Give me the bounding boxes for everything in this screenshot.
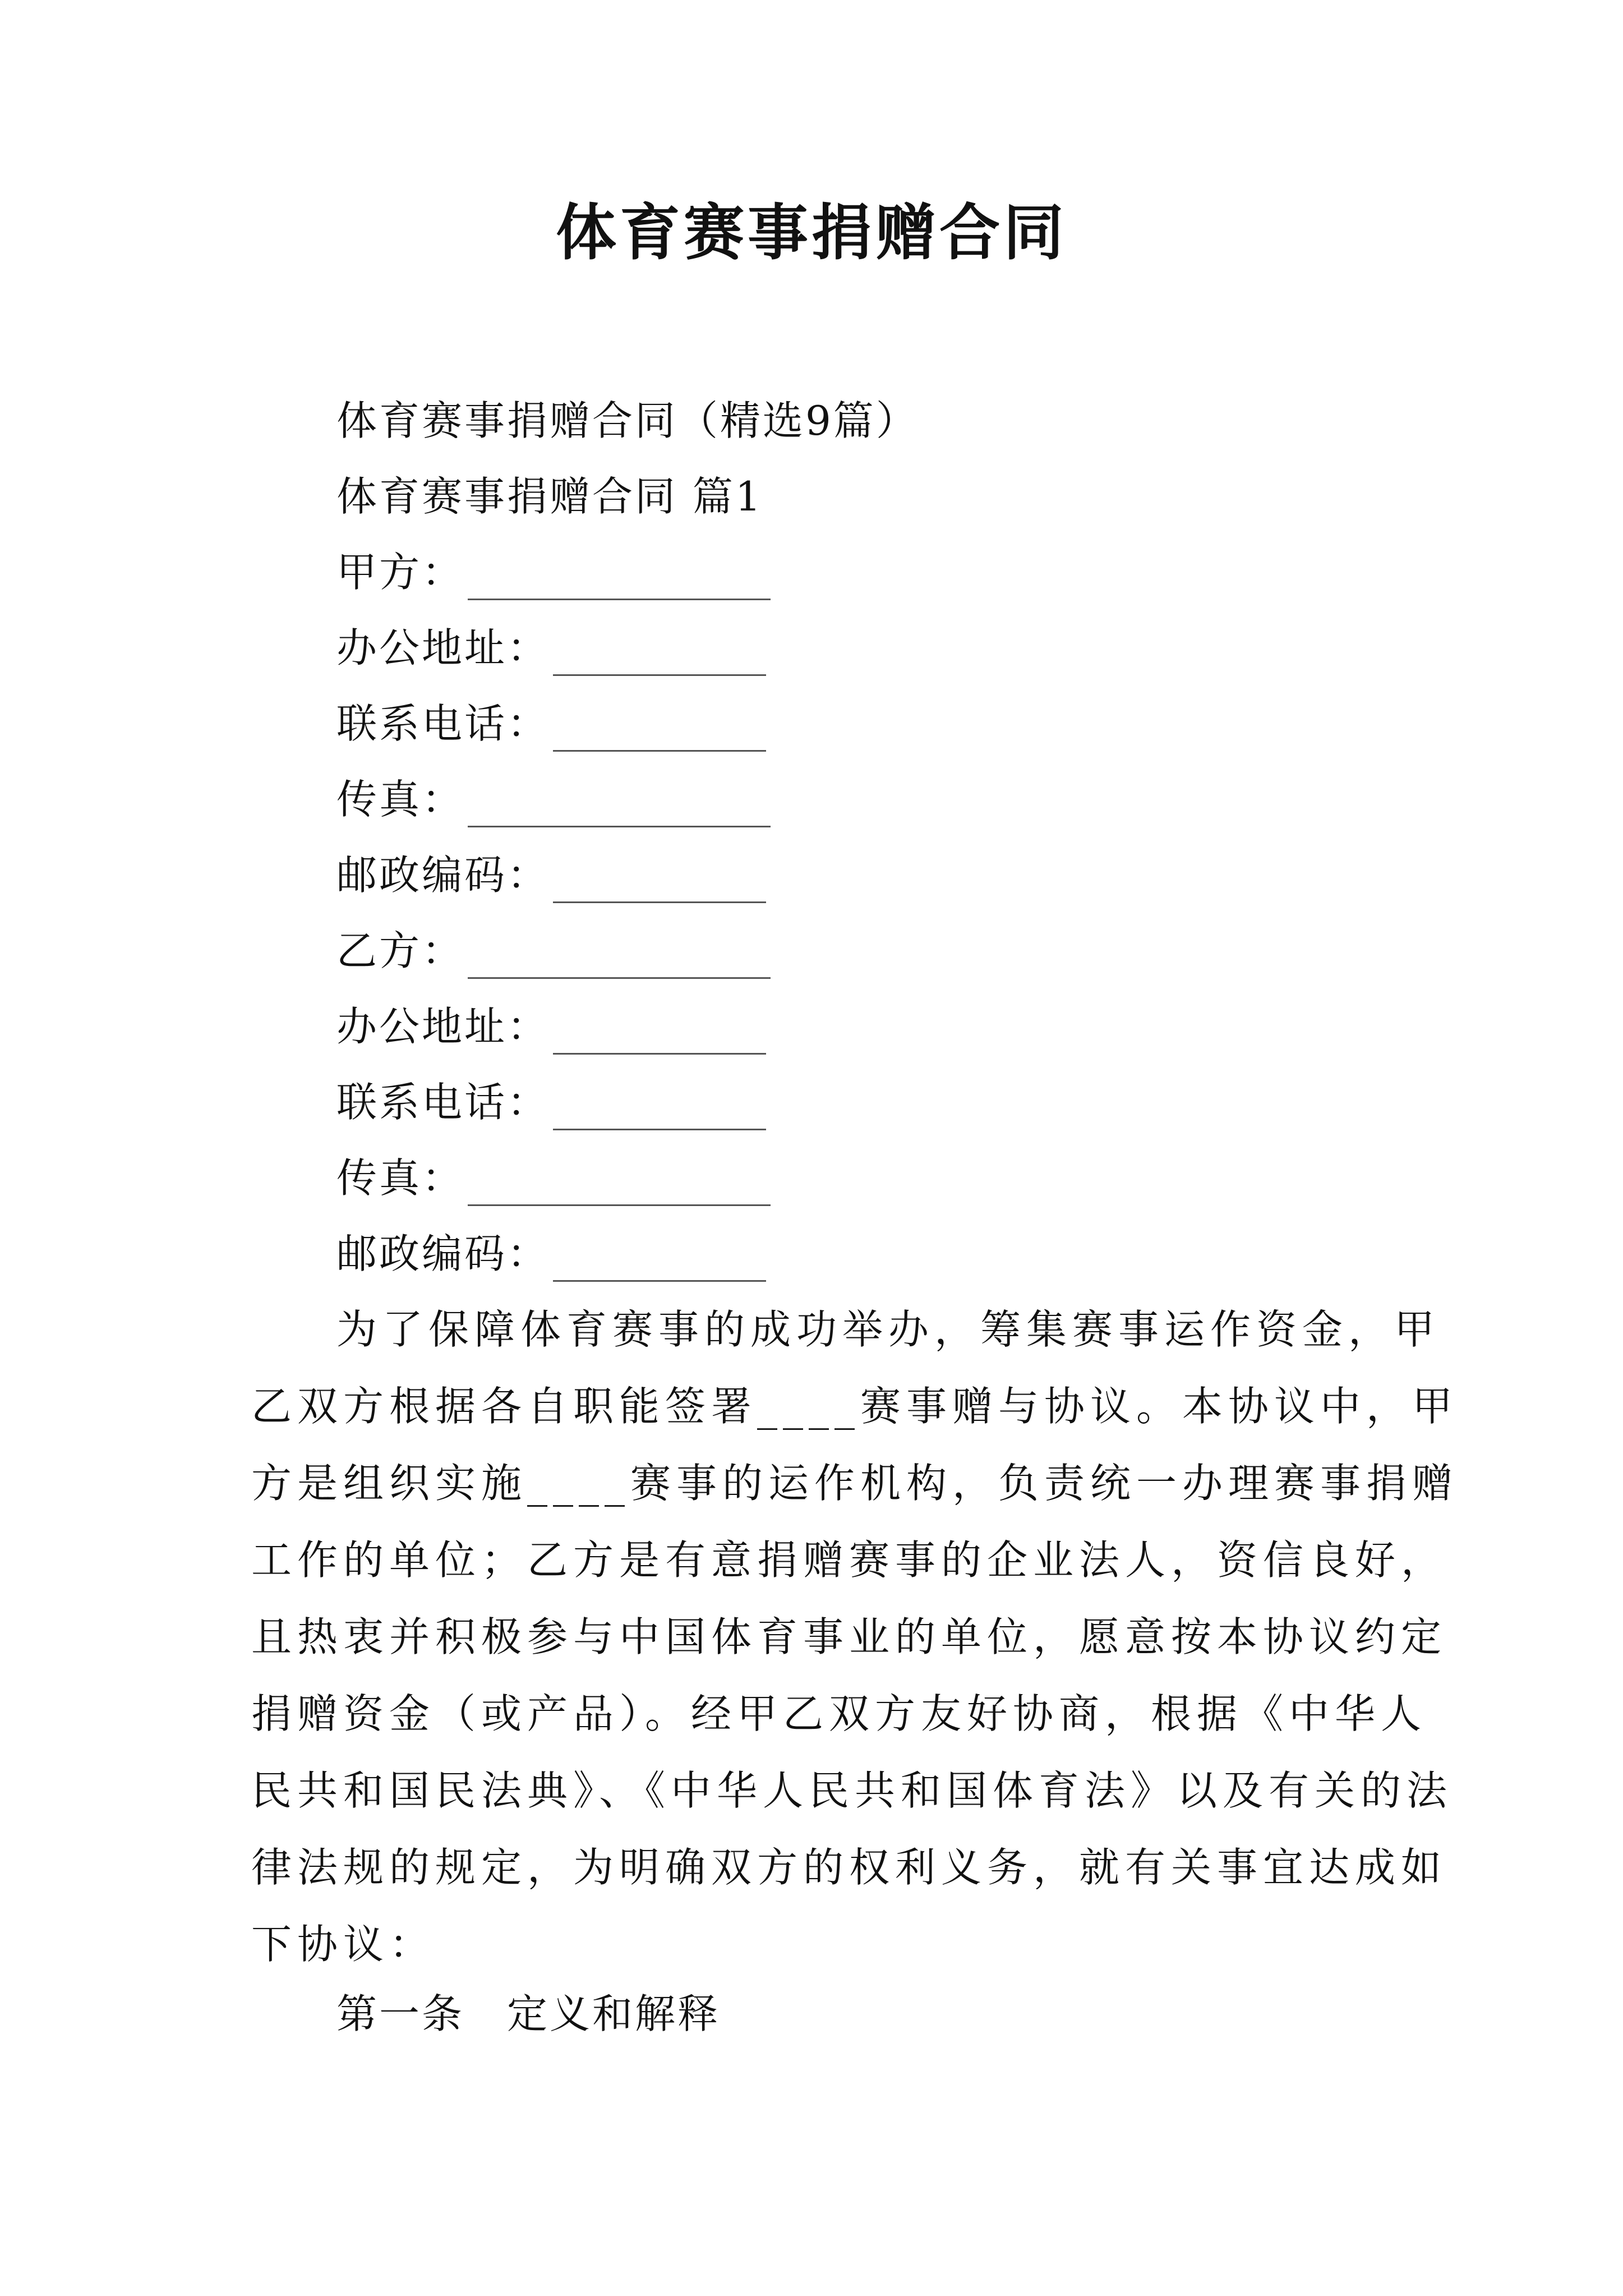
party-a-address-label: 办公地址： [336,624,550,671]
party-a-fax-blank [468,781,771,827]
document-title: 体育赛事捐赠合同 [555,197,1067,268]
intro-line: 捐赠资金（或产品）。经甲乙双方友好协商，根据《中华人 [251,1690,1427,1737]
party-b-name-label: 乙方： [336,927,465,974]
party-b-name-blank [468,932,771,979]
intro-paragraph [251,1291,1459,1983]
party-b-postal-label: 邮政编码： [336,1230,550,1277]
section-heading: 体育赛事捐赠合同 篇1 [336,473,763,520]
party-a-name-label: 甲方： [336,549,465,596]
party-b-fax-field [336,1150,771,1206]
party-a-name-field [336,544,771,600]
party-b-postal-blank [553,1235,766,1282]
party-b-name-field [336,923,771,979]
document-subtitle: 体育赛事捐赠合同（精选9篇） [336,397,919,444]
party-a-phone-blank [553,705,766,752]
intro-line: 律法规的规定，为明确双方的权利义务，就有关事宜达成如 [251,1844,1447,1891]
party-b-address-blank [553,1008,766,1055]
party-b-fax-blank [468,1159,771,1206]
party-a-phone-label: 联系电话： [336,700,550,747]
party-b-postal-field [336,1226,766,1282]
party-a-name-blank [468,554,771,600]
party-b-phone-field [336,1074,766,1130]
intro-line: 且热衷并积极参与中国体育事业的单位，愿意按本协议约定 [251,1613,1447,1660]
party-a-fax-label: 传真： [336,776,465,823]
party-b-phone-label: 联系电话： [336,1079,550,1126]
party-b-phone-blank [553,1084,766,1130]
party-a-address-field [336,620,766,676]
intro-line: 为了保障体育赛事的成功举办，筹集赛事运作资金，甲 [336,1306,1441,1353]
intro-line: 下协议： [251,1921,436,1968]
party-b-fax-label: 传真： [336,1154,465,1202]
party-b-address-label: 办公地址： [336,1003,550,1050]
party-b-address-field [336,999,766,1055]
party-a-postal-label: 邮政编码： [336,852,550,899]
intro-line: 民共和国民法典》、《中华人民共和国体育法》以及有关的法 [251,1767,1453,1814]
intro-line: 工作的单位；乙方是有意捐赠赛事的企业法人，资信良好， [251,1536,1447,1584]
party-a-fax-field [336,771,771,827]
party-a-postal-blank [553,857,766,903]
intro-line: 乙双方根据各自职能签署____赛事赠与协议。本协议中，甲 [251,1383,1459,1430]
party-a-postal-field [336,847,766,903]
article-1-heading: 第一条 定义和解释 [336,1990,721,2037]
intro-line: 方是组织实施____赛事的运作机构，负责统一办理赛事捐赠 [251,1460,1459,1507]
party-a-phone-field [336,696,766,752]
party-a-address-blank [553,629,766,676]
